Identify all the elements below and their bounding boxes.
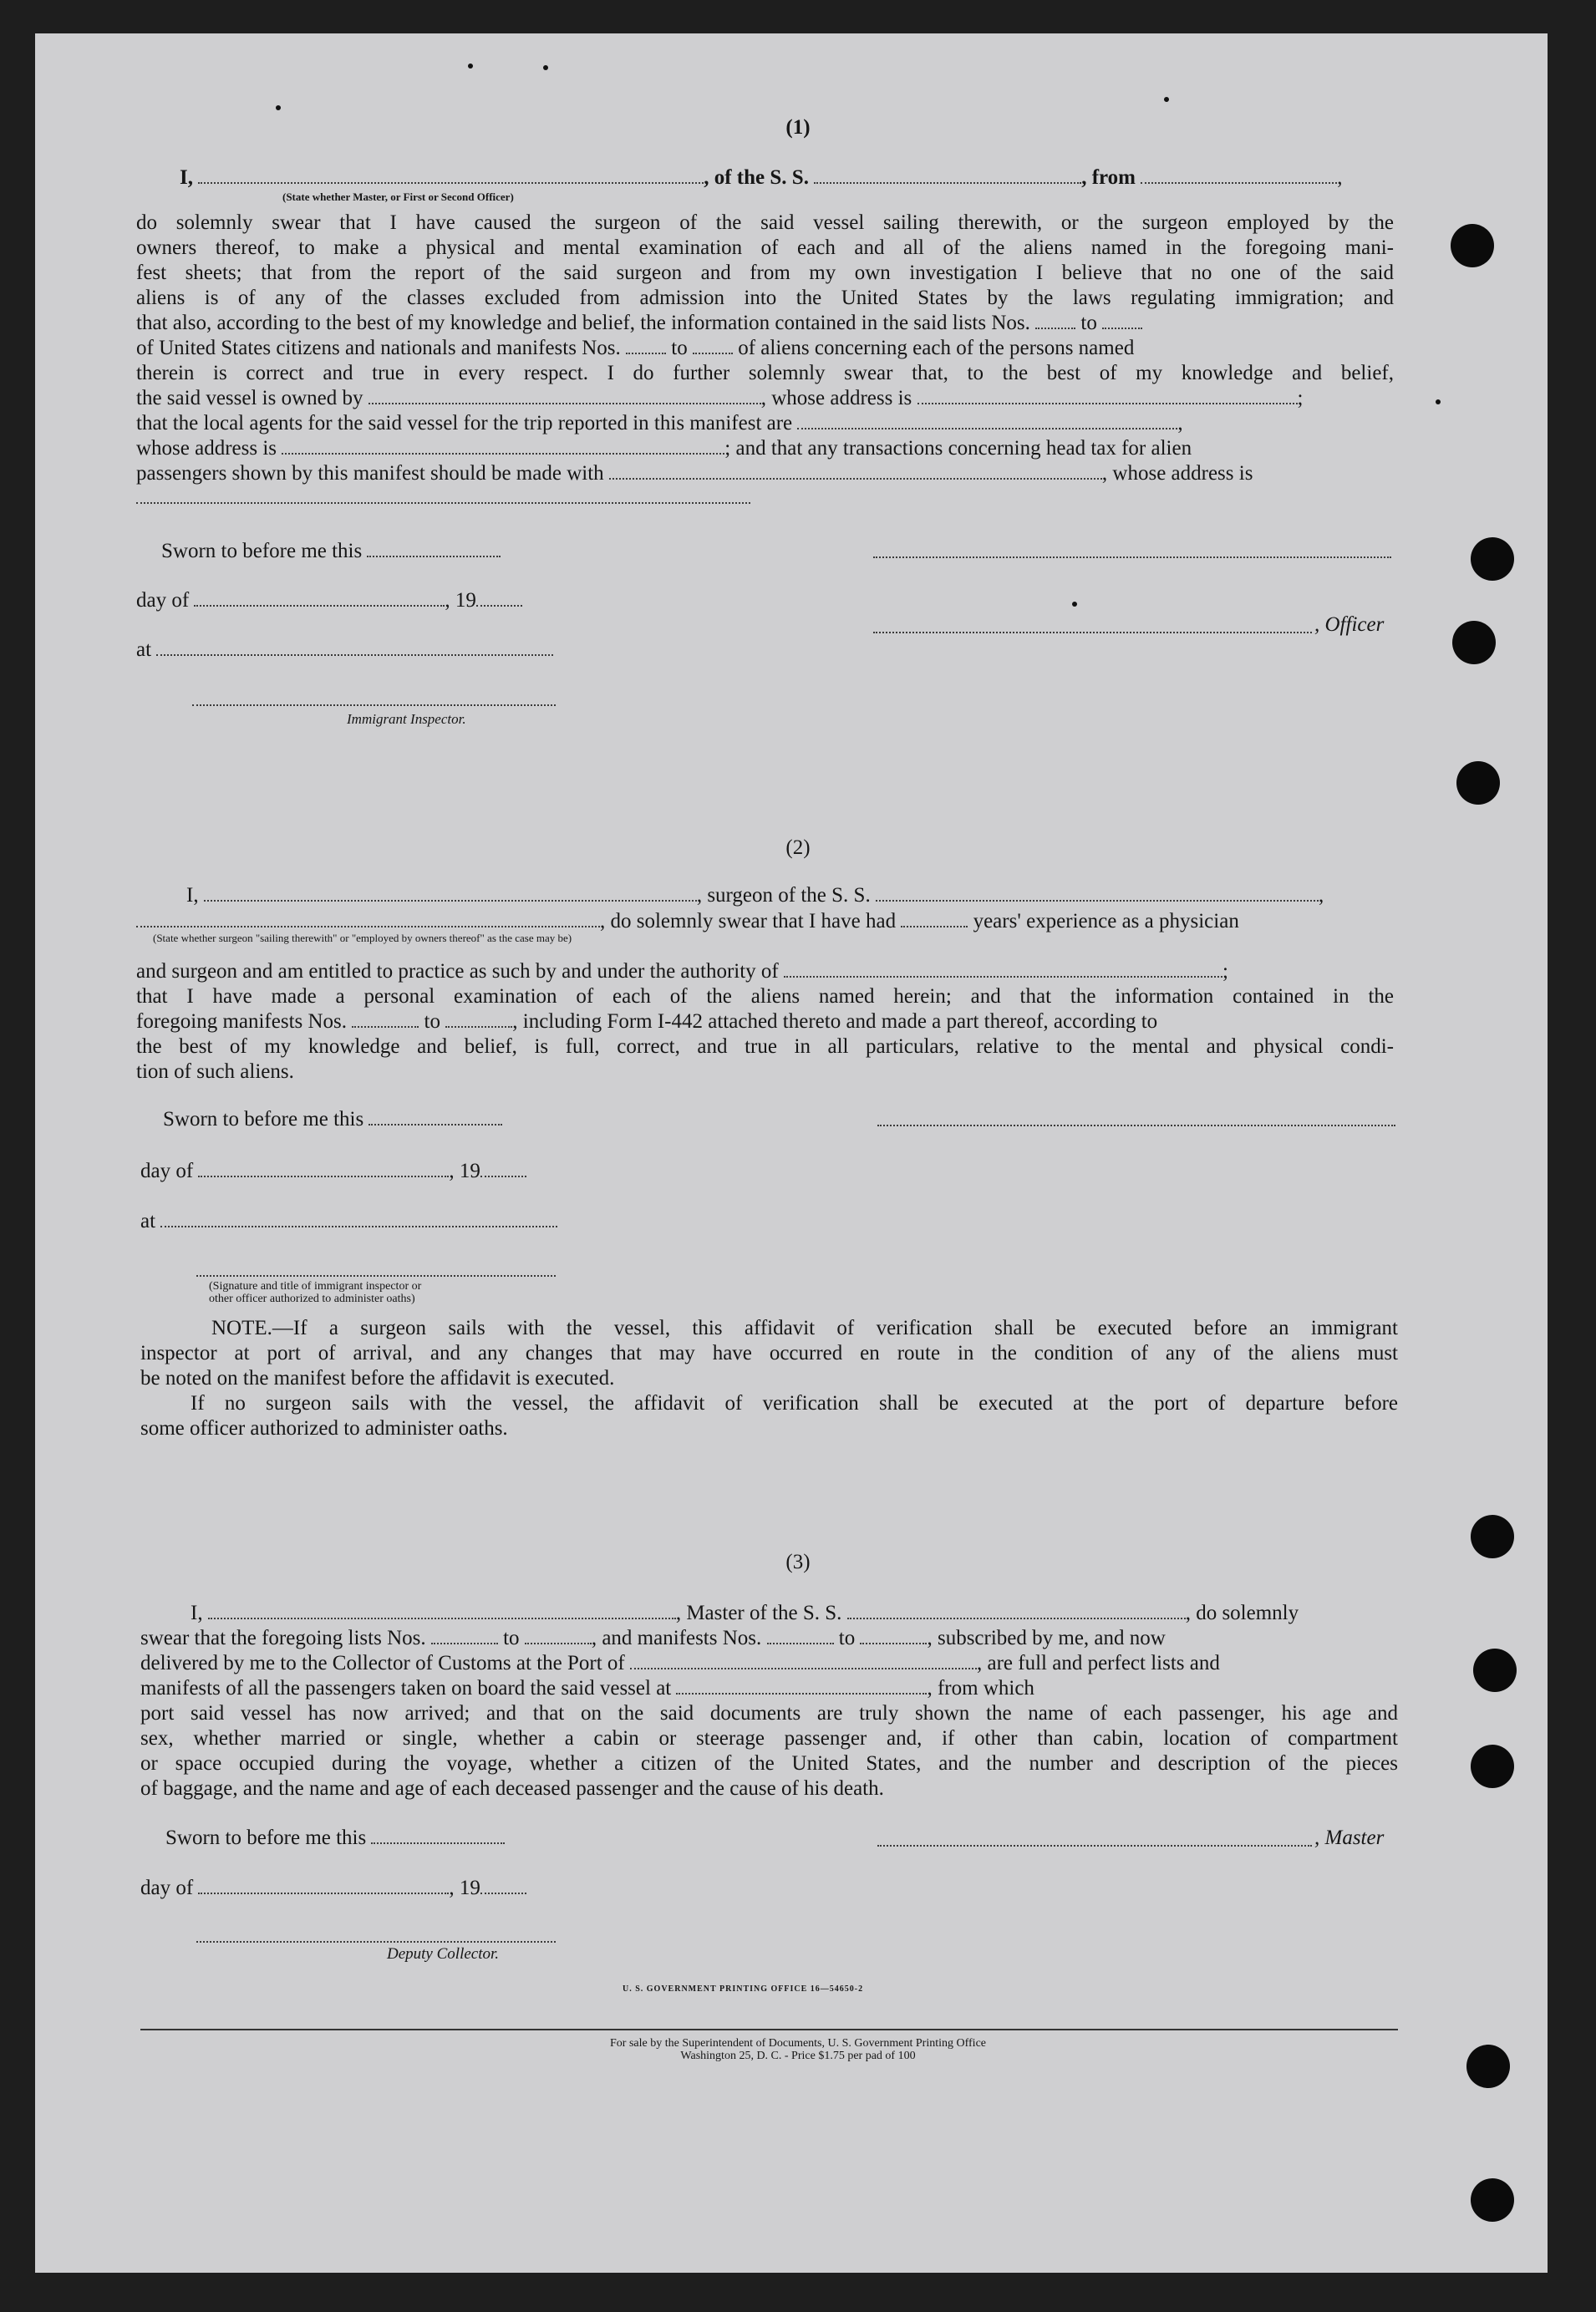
s3-line2 [140, 1626, 1166, 1651]
s1-sworn-label: Sworn to before me this [161, 540, 363, 562]
s1-manifests-to-blank [693, 338, 733, 354]
s3-sworn-blank [371, 1827, 505, 1844]
s2-line4: that I have made a personal examination of each of the aliens named herein; and that the information contained in the [136, 985, 1394, 1008]
s1-made-with: passengers shown by this manifest should be made with [136, 462, 604, 485]
punch-hole [1473, 1649, 1517, 1692]
s3-line4 [140, 1676, 1034, 1701]
speck [543, 65, 548, 70]
s2-year-blank [480, 1161, 526, 1177]
s1-para-line-8 [136, 386, 1303, 411]
s1-at [136, 638, 553, 663]
s2-surgeon-note: (State whether surgeon "sailing therewith" or "employed by owners thereof" as the case may be) [153, 932, 572, 944]
s3-line3 [140, 1651, 1220, 1676]
s2-day-blank [198, 1161, 449, 1177]
s3-line5: port said vessel has now arrived; and that on the said documents are truly shown the name of each passenger, his age and [140, 1702, 1398, 1725]
s1-agents-blank [797, 413, 1177, 429]
s2-signature-title-line [196, 1274, 556, 1277]
s3-sworn [165, 1826, 505, 1851]
s1-para-line-4: aliens is of any of the classes excluded from admission into the United States by the laws regulating immigration; and [136, 287, 1394, 309]
s1-from: , from [1081, 166, 1136, 189]
s3-i: I, [191, 1602, 203, 1624]
section-2-number: (2) [785, 836, 811, 859]
s3-subscribed-text: , subscribed by me, and now [927, 1627, 1166, 1649]
s2-signature-line [877, 1124, 1395, 1126]
s1-para-line-1: do solemnly swear that I have caused the surgeon of the said vessel sailing therewith, or the surgeon employed by the [136, 211, 1394, 234]
s3-year-blank [480, 1878, 526, 1894]
s2-manifests-to: to [424, 1010, 440, 1033]
s3-taken-on-board-text: manifests of all the passengers taken on board the said vessel at [140, 1677, 672, 1700]
s3-full-perfect-text: , are full and perfect lists and [977, 1652, 1220, 1674]
s2-sworn-label: Sworn to before me this [163, 1108, 364, 1131]
s1-day-blank [194, 590, 445, 607]
s1-signature-line [873, 556, 1391, 558]
footer-rule [140, 2029, 1398, 2030]
speck [1164, 97, 1169, 102]
s1-final-address-blank [136, 501, 750, 504]
s1-lists-from-blank [1035, 313, 1075, 329]
punch-hole [1471, 537, 1514, 581]
s1-officer-label: , Officer [1314, 613, 1385, 636]
s3-port-blank [630, 1653, 977, 1669]
s3-line8: of baggage, and the name and age of each deceased passenger and the cause of his death. [140, 1777, 884, 1800]
s3-ship-blank [847, 1603, 1186, 1619]
s2-line3 [136, 959, 1228, 984]
s2-at [140, 1209, 557, 1234]
punch-hole [1452, 621, 1496, 664]
s3-master-of: , Master of the S. S. [675, 1602, 842, 1624]
s1-owned-by: the said vessel is owned by [136, 387, 363, 409]
s2-authority-text: and surgeon and am entitled to practice as such by and under the authority of [136, 960, 779, 983]
punch-hole [1466, 2045, 1510, 2088]
s2-manifests-from-blank [352, 1011, 419, 1028]
s1-aliens-text: of aliens concerning each of the persons named [738, 337, 1135, 359]
s2-at-blank [160, 1211, 557, 1227]
speck [468, 64, 473, 69]
s2-manifests-text: foregoing manifests Nos. [136, 1010, 348, 1033]
s1-officer-blank [198, 167, 704, 184]
punch-hole [1456, 761, 1500, 805]
s1-year-label: , 19 [445, 589, 476, 612]
s2-sworn [163, 1107, 502, 1132]
s1-whose-address: , whose address is [1101, 462, 1253, 485]
section-1-number: (1) [785, 116, 811, 139]
s1-lists-to: to [1080, 312, 1097, 334]
s1-sworn-blank [367, 541, 501, 557]
s3-day-of-label: day of [140, 1877, 194, 1899]
s1-of-ss: , of the S. S. [704, 166, 809, 189]
s3-manifests-to-blank [860, 1628, 927, 1644]
s1-inspector-label: Immigrant Inspector. [347, 711, 466, 727]
s1-para-line-2: owners thereof, to make a physical and mental examination of each and all of the aliens named in the foregoing mani- [136, 236, 1394, 259]
printing-office-code: U. S. GOVERNMENT PRINTING OFFICE 16—54650-2 [623, 1984, 864, 1994]
s1-manifests-text: of United States citizens and nationals and manifests Nos. [136, 337, 621, 359]
s1-manifests-to: to [671, 337, 688, 359]
s3-day-blank [198, 1878, 449, 1894]
s3-sworn-label: Sworn to before me this [165, 1827, 367, 1849]
s1-lists-to-blank [1102, 313, 1142, 329]
s2-at-label: at [140, 1210, 156, 1232]
s1-para-line-3: fest sheets; that from the report of the said surgeon and from my own investigation I believe that no one of the said [136, 262, 1394, 284]
s1-officer-line [873, 631, 1312, 633]
punch-hole [1471, 1515, 1514, 1558]
s1-comma2: , [1177, 412, 1183, 434]
speck [1436, 399, 1441, 404]
s3-lists-to: to [503, 1627, 520, 1649]
s3-deputy-line [196, 1940, 556, 1943]
s2-sig-note-2: other officer authorized to administer oaths) [209, 1293, 415, 1305]
s2-surgeon-of: , surgeon of the S. S. [696, 884, 871, 907]
s3-day-of [140, 1876, 526, 1901]
punch-hole [1471, 2178, 1514, 2222]
speck [276, 105, 281, 110]
s3-line6: sex, whether married or single, whether a cabin or steerage passenger and, if other than cabin, location of compartment [140, 1727, 1398, 1750]
s3-master-label: , Master [1314, 1827, 1385, 1849]
s3-collector-text: delivered by me to the Collector of Customs at the Port of [140, 1652, 625, 1674]
s1-manifests-from-blank [626, 338, 666, 354]
punch-hole [1471, 1745, 1514, 1788]
s1-owner-blank [369, 388, 761, 404]
s1-made-with-blank [609, 463, 1102, 480]
s1-head-tax-text: ; and that any transactions concerning head tax for alien [724, 437, 1192, 460]
s1-para-line-5 [136, 311, 1142, 336]
s1-day-of [136, 588, 522, 613]
s1-para-line-9 [136, 411, 1183, 436]
s2-note-line-3: be noted on the manifest before the affidavit is executed. [140, 1367, 615, 1390]
s1-para-line-7: therein is correct and true in every respect. I do further solemnly swear that, to the best of my knowledge and belief, [136, 362, 1394, 384]
s2-line5 [136, 1009, 1157, 1034]
s1-agent-address-blank [282, 438, 724, 455]
s2-line1 [186, 883, 1324, 908]
s1-from-blank [1141, 167, 1337, 184]
s2-note-line-2: inspector at port of arrival, and any changes that may have occurred en route in the condition of any of the aliens must [140, 1342, 1398, 1364]
s3-manifests-text: , and manifests Nos. [591, 1627, 762, 1649]
footer-sale-line-1: For sale by the Superintendent of Documents, U. S. Government Printing Office [610, 2037, 986, 2050]
s3-lists-to-blank [525, 1628, 592, 1644]
s1-day-of-label: day of [136, 589, 190, 612]
s2-line6: the best of my knowledge and belief, is full, correct, and true in all particulars, relative to the mental and physical condi- [136, 1035, 1394, 1058]
s1-agents-text: that the local agents for the said vessel for the trip reported in this manifest are [136, 412, 793, 434]
s3-year-label: , 19 [449, 1877, 480, 1899]
s3-line1 [191, 1601, 1299, 1626]
s3-from-which: , from which [927, 1677, 1034, 1700]
s1-at-label: at [136, 638, 152, 661]
s2-form-text: , including Form I-442 attached thereto and made a part thereof, according to [512, 1010, 1158, 1033]
s2-sig-note-1: (Signature and title of immigrant inspector or [209, 1280, 422, 1293]
s2-surgeon-type-blank [136, 911, 600, 927]
s2-manifests-to-blank [445, 1011, 512, 1028]
s3-lists-from-blank [431, 1628, 498, 1644]
s1-i: I, [180, 166, 193, 189]
s1-line1 [180, 165, 1343, 191]
s1-comma: , [1337, 166, 1343, 189]
s1-inspector-line [192, 704, 556, 706]
s2-year-label: , 19 [449, 1160, 480, 1182]
s2-day-of-label: day of [140, 1160, 194, 1182]
s2-line7: tion of such aliens. [136, 1060, 294, 1083]
s2-name-blank [204, 885, 697, 902]
s2-note-line-1: NOTE.—If a surgeon sails with the vessel, this affidavit of verification shall be executed before an immigrant [211, 1317, 1398, 1339]
s3-lists-text: swear that the foregoing lists Nos. [140, 1627, 426, 1649]
s1-officer-note: (State whether Master, or First or Second Officer) [282, 191, 514, 203]
s2-day-of [140, 1159, 526, 1184]
s3-do-solemnly: , do solemnly [1185, 1602, 1299, 1624]
s2-authority-blank [784, 961, 1222, 978]
s1-ship-blank [814, 167, 1081, 184]
s2-semicolon: ; [1222, 960, 1228, 983]
section-3-number: (3) [785, 1551, 811, 1573]
s1-year-blank [476, 590, 522, 607]
punch-hole [1451, 224, 1494, 267]
s1-owner-address-label: , whose address is [760, 387, 912, 409]
s1-owner-address-blank [917, 388, 1298, 404]
s1-semicolon: ; [1297, 387, 1304, 409]
s1-para-line-6 [136, 336, 1134, 361]
s2-i: I, [186, 884, 199, 907]
s1-sworn [161, 539, 501, 564]
s2-comma: , [1318, 884, 1324, 907]
s3-manifests-from-blank [767, 1628, 834, 1644]
s1-agent-address-label: whose address is [136, 437, 277, 460]
s2-line2 [136, 909, 1239, 934]
footer-sale-line-2: Washington 25, D. C. - Price $1.75 per pad of 100 [680, 2050, 916, 2062]
s2-swear-text: , do solemnly swear that I have had [600, 910, 897, 932]
s3-line7: or space occupied during the voyage, whether a citizen of the United States, and the number and description of the pieces [140, 1752, 1398, 1775]
s3-embark-port-blank [676, 1678, 927, 1695]
s1-para-line-10 [136, 436, 1192, 461]
s2-years-text: years' experience as a physician [973, 910, 1239, 932]
s2-ship-blank [876, 885, 1319, 902]
s3-name-blank [208, 1603, 676, 1619]
s2-note-line-5: some officer authorized to administer oaths. [140, 1417, 508, 1440]
s1-at-blank [156, 639, 553, 656]
s3-manifests-to: to [838, 1627, 856, 1649]
speck [1072, 602, 1077, 607]
s2-years-blank [901, 911, 968, 927]
s2-note-line-4: If no surgeon sails with the vessel, the affidavit of verification shall be executed at the port of departure before [191, 1392, 1398, 1415]
s1-lists-text: that also, according to the best of my knowledge and belief, the information contained in the said lists Nos. [136, 312, 1030, 334]
s1-para-line-11 [136, 461, 1253, 486]
s3-master-line [877, 1844, 1312, 1847]
s2-sworn-blank [369, 1109, 502, 1126]
s3-deputy-label: Deputy Collector. [387, 1945, 500, 1963]
